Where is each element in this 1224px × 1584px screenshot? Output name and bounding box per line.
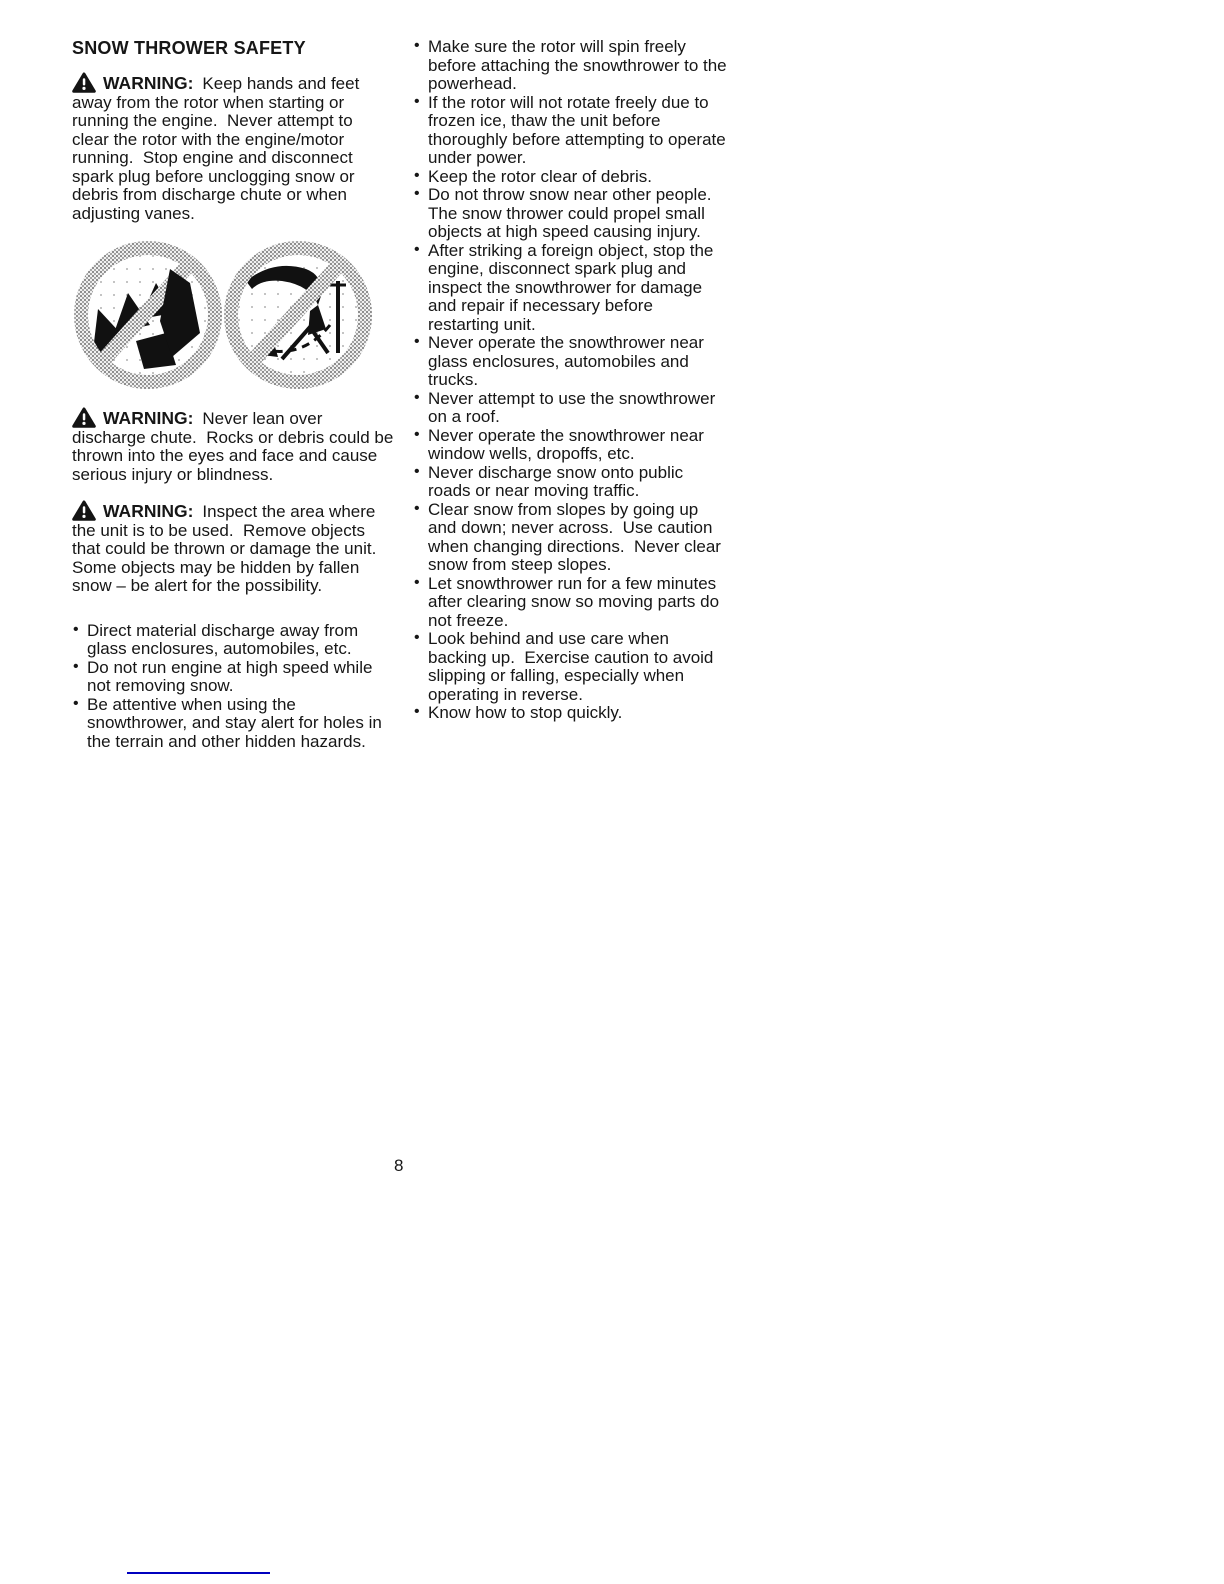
safety-pictograms [72,239,394,391]
no-leaning-over-discharge-chute-icon [222,239,374,391]
page-title: SNOW THROWER SAFETY [72,38,306,58]
list-item: • Clear snow from slopes by going up and down; never across. Use caution when changing directions. Never clear snow from steep slopes. [428,501,727,575]
list-item: • Never operate the snowthrower near glass enclosures, automobiles and trucks. [428,334,727,390]
warning-triangle-icon [72,72,103,94]
warning-text: Keep hands and feet away from the rotor when starting or running the engine. Never attempt to clear the rotor with the engine/motor running. Stop engine and disconnect spark plug before unclogging snow or debris from discharge chute or when adjusting vanes. [72,74,365,223]
warning-text: Inspect the area where the unit is to be used. Remove objects that could be thrown or damage the unit. Some objects may be hidden by fallen snow – be alert for the possibility. [72,502,386,595]
list-item: • Let snowthrower run for a few minutes after clearing snow so moving parts do not freeze. [428,575,727,631]
list-item: • Never attempt to use the snowthrower on a roof. [428,390,727,427]
right-safety-bullet-list [413,37,732,723]
list-item: • If the rotor will not rotate freely due to frozen ice, thaw the unit before thoroughly before attempting to operate under power. [428,94,727,168]
warning-label: WARNING: [103,501,194,521]
warning-triangle-icon [72,407,103,429]
warning-text: Never lean over discharge chute. Rocks or debris could be thrown into the eyes and face and cause serious injury or blindness. [72,409,399,484]
left-column [72,38,399,751]
warning-paragraph-1 [72,72,394,223]
list-item: • Never discharge snow onto public roads or near moving traffic. [428,464,727,501]
warning-paragraph-3 [72,500,394,596]
footer-rule [127,1572,270,1574]
page-number: 8 [394,1156,404,1175]
list-item: • Never operate the snowthrower near window wells, dropoffs, etc. [428,427,727,464]
no-hands-in-rotor-icon [72,239,224,391]
warning-label: WARNING: [103,73,194,93]
warning-paragraph-2 [72,407,399,484]
right-column [413,37,732,723]
list-item: • Make sure the rotor will spin freely before attaching the snowthrower to the powerhead. [428,38,727,94]
list-item: • Look behind and use care when backing up. Exercise caution to avoid slipping or falling, especially when operating in reverse. [428,630,727,704]
list-item: • Keep the rotor clear of debris. [428,168,727,187]
warning-label: WARNING: [103,408,194,428]
list-item: • Be attentive when using the snowthrower, and stay alert for holes in the terrain and other hidden hazards. [87,696,394,752]
warning-triangle-icon [72,500,103,522]
list-item: • Do not throw snow near other people. The snow thrower could propel small objects at high speed causing injury. [428,186,727,242]
list-item: • Direct material discharge away from glass enclosures, automobiles, etc. [87,622,394,659]
list-item: • Do not run engine at high speed while not removing snow. [87,659,394,696]
left-safety-bullet-list [72,622,394,752]
list-item: • Know how to stop quickly. [428,704,727,723]
list-item: • After striking a foreign object, stop the engine, disconnect spark plug and inspect the snowthrower for damage and repair if necessary before restarting unit. [428,242,727,335]
